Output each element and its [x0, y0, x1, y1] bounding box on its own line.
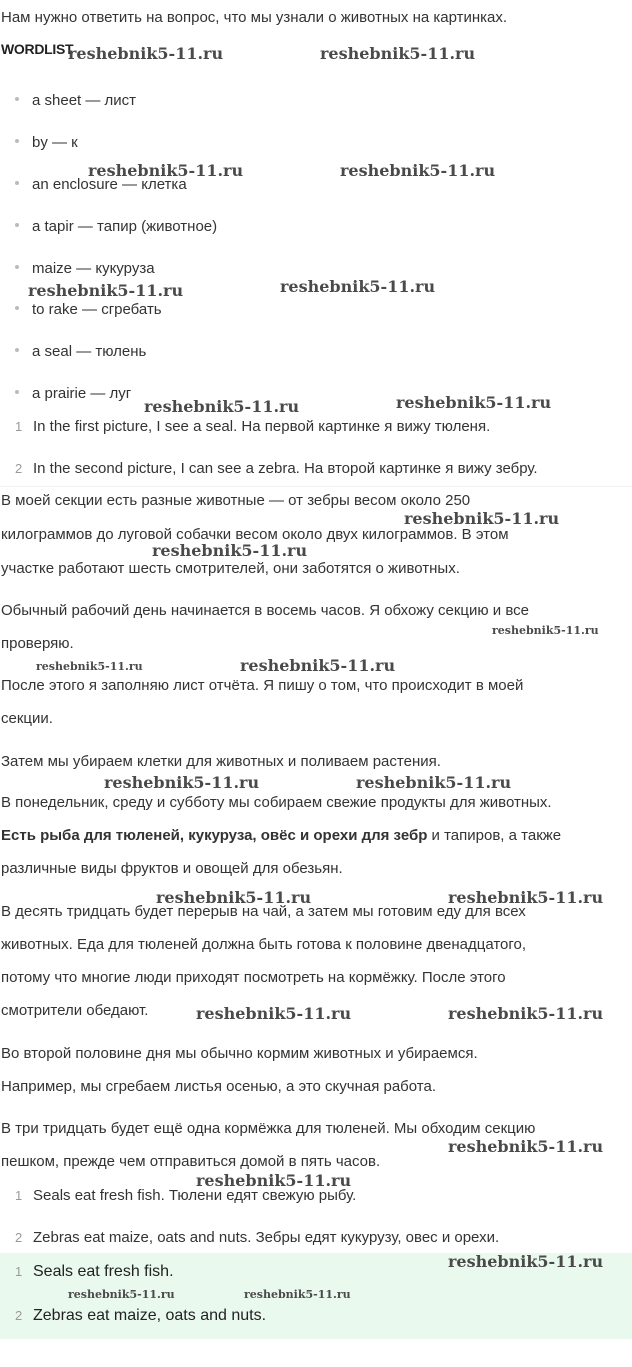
divider	[0, 486, 632, 487]
watermark: reshebnik5-11.ru	[144, 397, 300, 416]
watermark: reshebnik5-11.ru	[448, 888, 604, 907]
picture-answer: 1 In the first picture, I see a seal. На первой картинке я вижу тюленя.	[15, 418, 491, 435]
bullet-icon	[15, 390, 19, 394]
watermark: reshebnik5-11.ru	[104, 773, 260, 792]
bullet-icon	[15, 223, 19, 227]
bullet-icon	[15, 306, 19, 310]
final-answer-item: 2 Zebras eat maize, oats and nuts.	[15, 1307, 267, 1324]
bullet-icon	[15, 139, 19, 143]
watermark: reshebnik5-11.ru	[448, 1004, 604, 1023]
text-line: смотрители обедают.	[1, 1002, 149, 1019]
wordlist-item: a sheet — лист	[15, 92, 136, 109]
watermark: reshebnik5-11.ru	[156, 888, 312, 907]
picture-answer: 2 In the second picture, I can see a zebra. На второй картинке я вижу зебру.	[15, 460, 538, 477]
text-line: После этого я заполняю лист отчёта. Я пишу о том, что происходит в моей	[1, 677, 524, 694]
watermark: reshebnik5-11.ru	[340, 161, 496, 180]
wordlist-item: to rake — сгребать	[15, 301, 162, 318]
watermark: reshebnik5-11.ru	[448, 1252, 604, 1271]
watermark: reshebnik5-11.ru	[68, 1288, 175, 1301]
bullet-icon	[15, 181, 19, 185]
watermark: reshebnik5-11.ru	[196, 1004, 352, 1023]
bullet-icon	[15, 97, 19, 101]
watermark: reshebnik5-11.ru	[88, 161, 244, 180]
text-line: Например, мы сгребаем листья осенью, а это скучная работа.	[1, 1078, 436, 1095]
text-line: пешком, прежде чем отправиться домой в пять часов.	[1, 1153, 381, 1170]
text-line: В моей секции есть разные животные — от зебры весом около 250	[1, 492, 471, 509]
watermark: reshebnik5-11.ru	[36, 660, 143, 673]
wordlist-item: by — к	[15, 134, 78, 151]
wordlist-item: a tapir — тапир (животное)	[15, 218, 217, 235]
watermark: reshebnik5-11.ru	[28, 281, 184, 300]
watermark: reshebnik5-11.ru	[196, 1171, 352, 1190]
text-line: потому что многие люди приходят посмотреть на кормёжку. После этого	[1, 969, 506, 986]
text-line: Обычный рабочий день начинается в восемь часов. Я обхожу секцию и все	[1, 602, 529, 619]
text-line: килограммов до луговой собачки весом около двух килограммов. В этом	[1, 526, 509, 543]
bullet-icon	[15, 348, 19, 352]
text-line-bold: Есть рыба для тюленей, кукуруза, овёс и орехи для зебр и тапиров, а также	[1, 827, 562, 844]
wordlist-item: maize — кукуруза	[15, 260, 155, 277]
text-line: участке работают шесть смотрителей, они заботятся о животных.	[1, 560, 460, 577]
text-line: различные виды фруктов и овощей для обезьян.	[1, 860, 343, 877]
final-answer-item: 1 Seals eat fresh fish.	[15, 1263, 174, 1280]
answer-item: 2 Zebras eat maize, oats and nuts. Зебры едят кукурузу, овес и орехи.	[15, 1229, 500, 1246]
text-line: В понедельник, среду и субботу мы собираем свежие продукты для животных.	[1, 794, 552, 811]
watermark: reshebnik5-11.ru	[396, 393, 552, 412]
watermark: reshebnik5-11.ru	[244, 1288, 351, 1301]
watermark: reshebnik5-11.ru	[404, 509, 560, 528]
text-line: животных. Еда для тюленей должна быть готова к половине двенадцатого,	[1, 936, 527, 953]
text-line: В три тридцать будет ещё одна кормёжка для тюленей. Мы обходим секцию	[1, 1120, 536, 1137]
text-line: Во второй половине дня мы обычно кормим животных и убираемся.	[1, 1045, 478, 1062]
watermark: reshebnik5-11.ru	[492, 624, 599, 637]
wordlist-heading: WORDLIST	[1, 41, 74, 57]
text-line: В десять тридцать будет перерыв на чай, а затем мы готовим еду для всех	[1, 903, 526, 920]
text-line: Затем мы убираем клетки для животных и поливаем растения.	[1, 753, 441, 770]
watermark: reshebnik5-11.ru	[356, 773, 512, 792]
wordlist-item: a prairie — луг	[15, 385, 131, 402]
watermark: reshebnik5-11.ru	[240, 656, 396, 675]
watermark: reshebnik5-11.ru	[68, 44, 224, 63]
text-line: секции.	[1, 710, 53, 727]
wordlist-item: an enclosure — клетка	[15, 176, 187, 193]
watermark: reshebnik5-11.ru	[320, 44, 476, 63]
watermark: reshebnik5-11.ru	[152, 541, 308, 560]
text-line: проверяю.	[1, 635, 74, 652]
watermark: reshebnik5-11.ru	[280, 277, 436, 296]
answer-item: 1 Seals eat fresh fish. Тюлени едят свежую рыбу.	[15, 1187, 357, 1204]
watermark: reshebnik5-11.ru	[448, 1137, 604, 1156]
bullet-icon	[15, 265, 19, 269]
wordlist-item: a seal — тюлень	[15, 343, 146, 360]
intro-text: Нам нужно ответить на вопрос, что мы узнали о животных на картинках.	[1, 9, 508, 26]
